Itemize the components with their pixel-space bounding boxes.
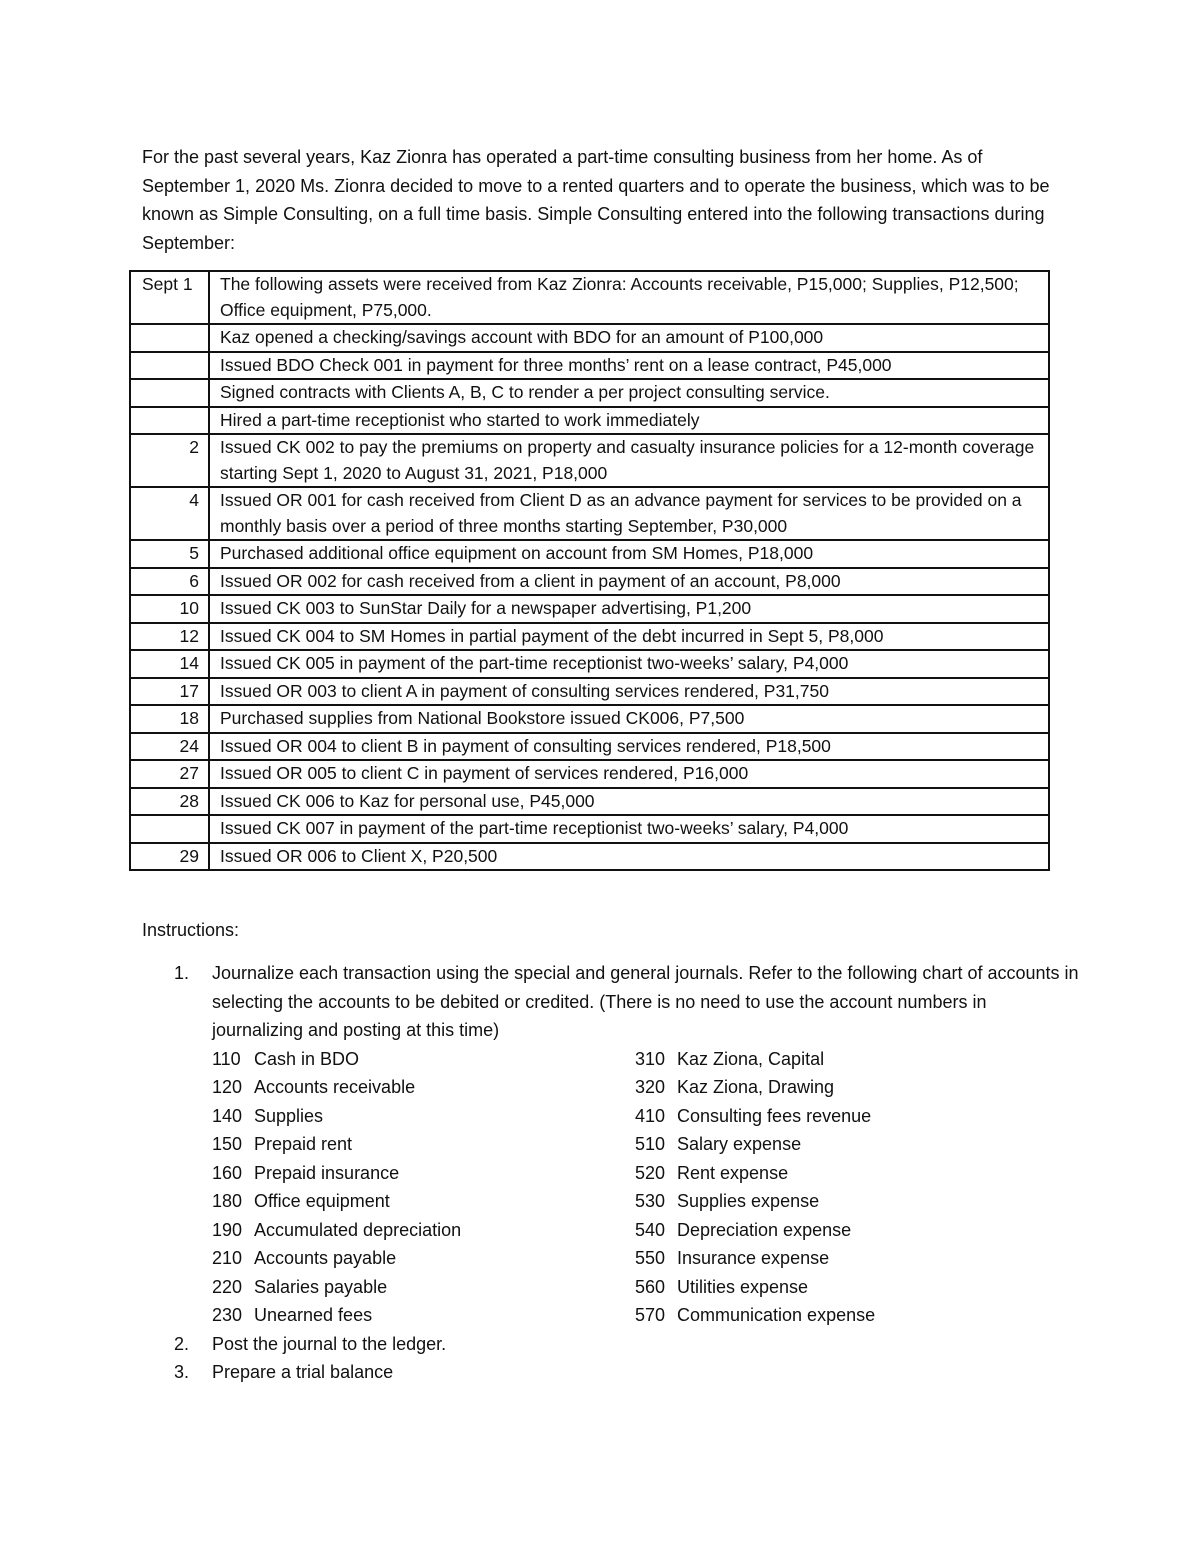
account-number: 160 bbox=[212, 1162, 243, 1183]
table-row bbox=[130, 760, 1049, 788]
instruction-text: Journalize each transaction using the special and general journals. Refer to the following chart of accounts in selecting the accounts to be debited or credited. (There is no need to use the account numbers in journalizing and posting at this time) bbox=[212, 963, 1079, 1040]
account-name: Kaz Ziona, Capital bbox=[677, 1048, 825, 1069]
account-number: 410 bbox=[635, 1105, 666, 1126]
account-entry bbox=[212, 1216, 635, 1245]
table-row bbox=[130, 271, 1049, 324]
transaction-date: 6 bbox=[130, 568, 209, 596]
transaction-description: Signed contracts with Clients A, B, C to render a per project consulting service. bbox=[209, 379, 1049, 407]
account-number: 150 bbox=[212, 1134, 243, 1154]
account-name: Unearned fees bbox=[254, 1305, 373, 1325]
account-entry bbox=[635, 1045, 1035, 1074]
transaction-date: 28 bbox=[130, 788, 209, 816]
account-number: 570 bbox=[635, 1305, 666, 1325]
table-row bbox=[130, 595, 1049, 623]
account-entry bbox=[635, 1159, 1035, 1188]
account-name: Accounts receivable bbox=[254, 1077, 416, 1097]
account-entry bbox=[212, 1273, 635, 1302]
account-number: 560 bbox=[635, 1276, 666, 1297]
account-number: 540 bbox=[635, 1219, 666, 1240]
transaction-date: 4 bbox=[130, 487, 209, 540]
account-number: 310 bbox=[635, 1048, 666, 1069]
account-name: Accounts payable bbox=[254, 1248, 397, 1268]
account-number: 230 bbox=[212, 1305, 243, 1325]
transaction-description: The following assets were received from Kaz Zionra: Accounts receivable, P15,000; Supplies, P12,500; Office equipment, P75,000. bbox=[209, 271, 1049, 324]
transaction-description: Issued CK 006 to Kaz for personal use, P45,000 bbox=[209, 788, 1049, 816]
account-number: 320 bbox=[635, 1077, 666, 1097]
transaction-date bbox=[130, 352, 209, 380]
table-row bbox=[130, 678, 1049, 706]
transaction-date bbox=[130, 324, 209, 352]
transaction-description: Hired a part-time receptionist who started to work immediately bbox=[209, 407, 1049, 435]
account-name: Depreciation expense bbox=[677, 1219, 852, 1240]
account-entry bbox=[212, 1301, 635, 1330]
transaction-date: 29 bbox=[130, 843, 209, 871]
table-row bbox=[130, 623, 1049, 651]
transaction-description: Purchased additional office equipment on account from SM Homes, P18,000 bbox=[209, 540, 1049, 568]
account-name: Cash in BDO bbox=[254, 1048, 360, 1069]
account-name: Kaz Ziona, Drawing bbox=[677, 1077, 835, 1097]
transaction-description: Purchased supplies from National Bookstore issued CK006, P7,500 bbox=[209, 705, 1049, 733]
transaction-date bbox=[130, 407, 209, 435]
account-number: 530 bbox=[635, 1191, 666, 1211]
account-entry bbox=[212, 1073, 635, 1102]
account-name: Salary expense bbox=[677, 1134, 802, 1154]
account-name: Office equipment bbox=[254, 1191, 390, 1211]
account-number: 220 bbox=[212, 1276, 243, 1297]
transaction-date bbox=[130, 815, 209, 843]
transaction-description: Issued OR 003 to client A in payment of consulting services rendered, P31,750 bbox=[209, 678, 1049, 706]
transaction-description: Issued CK 002 to pay the premiums on property and casualty insurance policies for a 12-month coverage starting Sept 1, 2020 to August 31, 2021, P18,000 bbox=[209, 434, 1049, 487]
account-entry bbox=[212, 1045, 635, 1074]
account-number: 190 bbox=[212, 1219, 243, 1240]
account-entry bbox=[212, 1102, 635, 1131]
transaction-description: Issued OR 002 for cash received from a client in payment of an account, P8,000 bbox=[209, 568, 1049, 596]
table-row bbox=[130, 434, 1049, 487]
transaction-description: Issued OR 006 to Client X, P20,500 bbox=[209, 843, 1049, 871]
account-number: 510 bbox=[635, 1134, 666, 1154]
table-row bbox=[130, 487, 1049, 540]
table-row bbox=[130, 815, 1049, 843]
account-number: 180 bbox=[212, 1191, 243, 1211]
instructions-list bbox=[142, 959, 1082, 1387]
transaction-description: Issued CK 007 in payment of the part-time receptionist two-weeks’ salary, P4,000 bbox=[209, 815, 1049, 843]
table-row bbox=[130, 568, 1049, 596]
instruction-number: 3. bbox=[174, 1362, 190, 1382]
transaction-date: Sept 1 bbox=[130, 271, 209, 324]
table-row bbox=[130, 650, 1049, 678]
transactions-table bbox=[129, 270, 1050, 871]
intro-paragraph: For the past several years, Kaz Zionra has operated a part-time consulting business from her home. As of September 1, 2020 Ms. Zionra decided to move to a rented quarters and to operate the business, which was to be known as Simple Consulting, on a full time basis. Simple Consulting entered into the following transactions during September: bbox=[142, 147, 1050, 253]
account-entry bbox=[635, 1273, 1035, 1302]
transaction-description: Issued CK 004 to SM Homes in partial payment of the debt incurred in Sept 5, P8,000 bbox=[209, 623, 1049, 651]
table-row bbox=[130, 407, 1049, 435]
table-row bbox=[130, 324, 1049, 352]
transaction-date: 24 bbox=[130, 733, 209, 761]
transaction-description: Issued OR 004 to client B in payment of consulting services rendered, P18,500 bbox=[209, 733, 1049, 761]
table-row bbox=[130, 733, 1049, 761]
account-entry bbox=[635, 1102, 1035, 1131]
account-name: Supplies expense bbox=[677, 1191, 820, 1211]
account-number: 520 bbox=[635, 1162, 666, 1183]
instruction-item bbox=[142, 1358, 1082, 1387]
account-name: Communication expense bbox=[677, 1305, 876, 1325]
account-entry bbox=[212, 1187, 635, 1216]
instruction-text: Prepare a trial balance bbox=[212, 1362, 394, 1382]
account-entry bbox=[635, 1073, 1035, 1102]
table-row bbox=[130, 352, 1049, 380]
transaction-date bbox=[130, 379, 209, 407]
account-name: Accumulated depreciation bbox=[254, 1219, 462, 1240]
account-number: 550 bbox=[635, 1248, 666, 1268]
instructions-heading: Instructions: bbox=[142, 920, 240, 940]
instruction-text: Post the journal to the ledger. bbox=[212, 1333, 447, 1354]
table-row bbox=[130, 379, 1049, 407]
account-number: 120 bbox=[212, 1077, 243, 1097]
account-name: Consulting fees revenue bbox=[677, 1105, 872, 1126]
account-number: 110 bbox=[212, 1048, 241, 1069]
account-number: 210 bbox=[212, 1248, 243, 1268]
account-entry bbox=[635, 1216, 1035, 1245]
transaction-date: 17 bbox=[130, 678, 209, 706]
account-name: Prepaid rent bbox=[254, 1134, 353, 1154]
account-entry bbox=[635, 1244, 1035, 1273]
transaction-description: Issued OR 001 for cash received from Client D as an advance payment for services to be provided on a monthly basis over a period of three months starting September, P30,000 bbox=[209, 487, 1049, 540]
chart-of-accounts bbox=[142, 1045, 1082, 1330]
transaction-date: 14 bbox=[130, 650, 209, 678]
account-number: 140 bbox=[212, 1105, 243, 1126]
table-row bbox=[130, 788, 1049, 816]
transaction-description: Issued OR 005 to client C in payment of services rendered, P16,000 bbox=[209, 760, 1049, 788]
table-row bbox=[130, 540, 1049, 568]
account-name: Utilities expense bbox=[677, 1276, 809, 1297]
account-entry bbox=[212, 1130, 635, 1159]
account-name: Rent expense bbox=[677, 1162, 789, 1183]
table-row bbox=[130, 705, 1049, 733]
account-entry bbox=[635, 1301, 1035, 1330]
account-entry bbox=[635, 1187, 1035, 1216]
transaction-date: 27 bbox=[130, 760, 209, 788]
transaction-date: 2 bbox=[130, 434, 209, 487]
account-name: Insurance expense bbox=[677, 1248, 830, 1268]
table-row bbox=[130, 843, 1049, 871]
transaction-date: 12 bbox=[130, 623, 209, 651]
transaction-description: Kaz opened a checking/savings account with BDO for an amount of P100,000 bbox=[209, 324, 1049, 352]
account-entry bbox=[212, 1159, 635, 1188]
transaction-description: Issued CK 003 to SunStar Daily for a newspaper advertising, P1,200 bbox=[209, 595, 1049, 623]
account-entry bbox=[212, 1244, 635, 1273]
transaction-date: 5 bbox=[130, 540, 209, 568]
account-entry bbox=[635, 1130, 1035, 1159]
transaction-date: 18 bbox=[130, 705, 209, 733]
account-name: Supplies bbox=[254, 1105, 324, 1126]
instruction-number: 1. bbox=[174, 963, 190, 983]
transaction-date: 10 bbox=[130, 595, 209, 623]
account-name: Salaries payable bbox=[254, 1276, 388, 1297]
instruction-item bbox=[142, 1330, 1082, 1359]
instruction-number: 2. bbox=[174, 1333, 190, 1354]
instruction-item bbox=[142, 959, 1082, 1045]
transaction-description: Issued BDO Check 001 in payment for three months’ rent on a lease contract, P45,000 bbox=[209, 352, 1049, 380]
transaction-description: Issued CK 005 in payment of the part-time receptionist two-weeks’ salary, P4,000 bbox=[209, 650, 1049, 678]
account-name: Prepaid insurance bbox=[254, 1162, 400, 1183]
